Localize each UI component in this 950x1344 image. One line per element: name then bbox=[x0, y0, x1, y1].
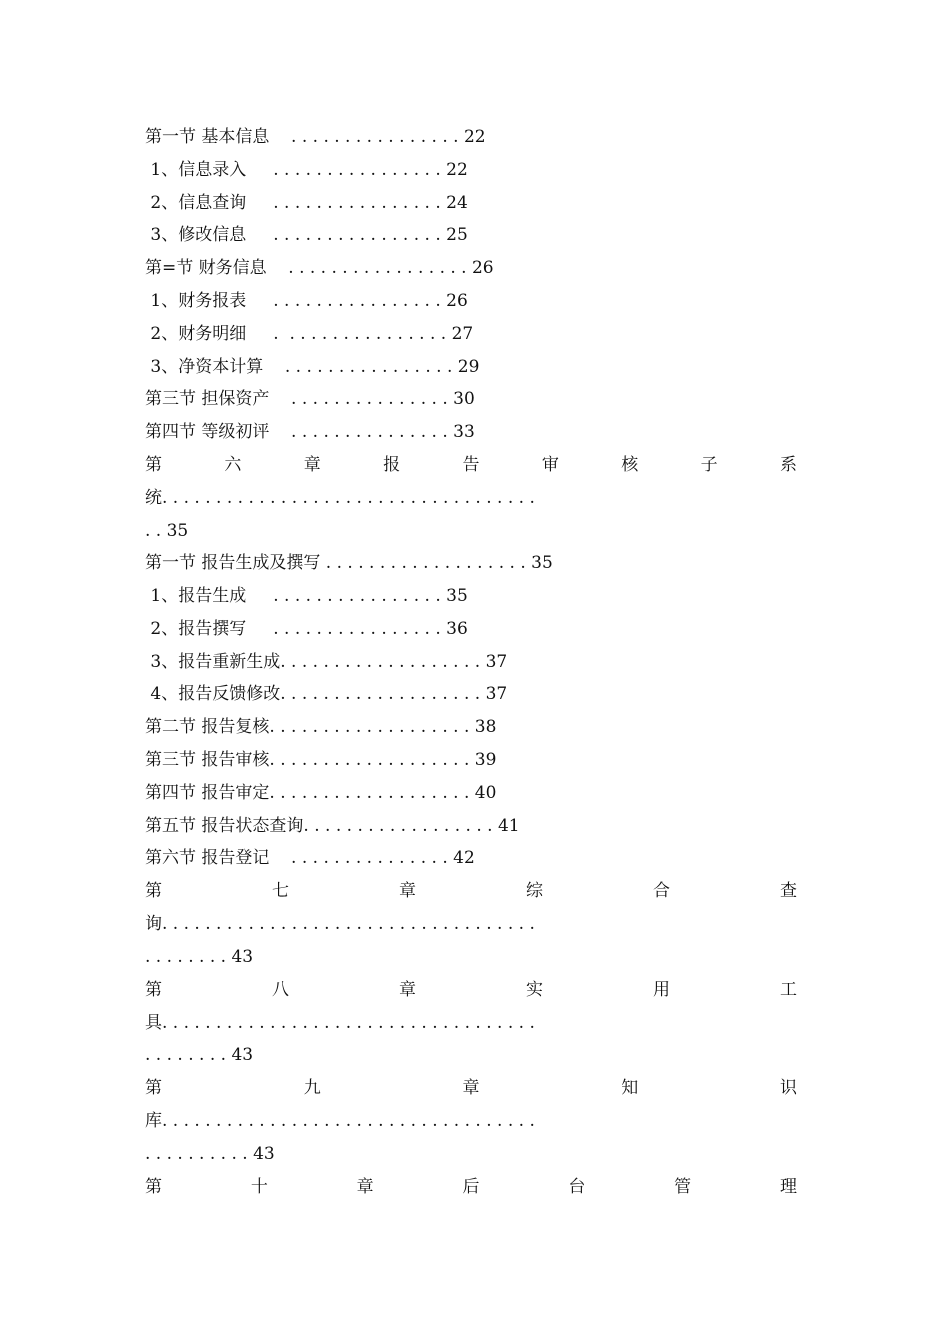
chapter-char: 后 bbox=[462, 1177, 480, 1197]
toc-entry: 第=节 财务信息 . . . . . . . . . . . . . . . . . 26 bbox=[145, 258, 494, 278]
chapter-char: 章 bbox=[399, 980, 416, 1000]
chapter-char: 用 bbox=[653, 980, 670, 1000]
chapter-char: 第 bbox=[145, 1078, 162, 1098]
chapter-char: 报 bbox=[383, 455, 401, 475]
toc-entry: 1、报告生成 . . . . . . . . . . . . . . . . 35 bbox=[145, 586, 468, 606]
toc-entry: 1、信息录入 . . . . . . . . . . . . . . . . 22 bbox=[145, 160, 468, 180]
chapter-char: 系 bbox=[780, 455, 797, 475]
chapter-char: 理 bbox=[779, 1177, 797, 1197]
toc-entry: 3、修改信息 . . . . . . . . . . . . . . . . 25 bbox=[145, 225, 468, 245]
toc-entry: 第二节 报告复核. . . . . . . . . . . . . . . . . . . 38 bbox=[145, 717, 497, 737]
chapter-6-heading bbox=[145, 452, 797, 478]
toc-entry: 第一节 报告生成及撰写 . . . . . . . . . . . . . . . . . . . 35 bbox=[145, 553, 553, 573]
toc-entry: . . . . . . . . . . 43 bbox=[145, 1144, 275, 1164]
toc-entry: 第三节 报告审核. . . . . . . . . . . . . . . . . . . 39 bbox=[145, 750, 497, 770]
toc-entry: 2、信息查询 . . . . . . . . . . . . . . . . 24 bbox=[145, 193, 468, 213]
chapter-char: 九 bbox=[303, 1078, 321, 1098]
chapter-char: 工 bbox=[780, 980, 797, 1000]
toc-entry: 第四节 等级初评 . . . . . . . . . . . . . . . 33 bbox=[145, 422, 475, 442]
toc-entry: 统. . . . . . . . . . . . . . . . . . . . . . . . . . . . . . . . . . . bbox=[145, 488, 535, 508]
toc-entry: 4、报告反馈修改. . . . . . . . . . . . . . . . . . . 37 bbox=[145, 684, 508, 704]
chapter-char: 综 bbox=[526, 881, 543, 901]
chapter-10-heading bbox=[145, 1174, 797, 1200]
toc-entry: 2、报告撰写 . . . . . . . . . . . . . . . . 36 bbox=[145, 619, 468, 639]
chapter-char: 第 bbox=[145, 980, 162, 1000]
chapter-char: 审 bbox=[541, 455, 559, 475]
chapter-char: 第 bbox=[145, 1177, 162, 1197]
chapter-char: 章 bbox=[462, 1078, 480, 1098]
toc-entry: . . . . . . . . 43 bbox=[145, 1045, 254, 1065]
chapter-char: 第 bbox=[145, 455, 162, 475]
chapter-char: 实 bbox=[526, 980, 543, 1000]
chapter-char: 第 bbox=[145, 881, 162, 901]
toc-entry: 3、净资本计算 . . . . . . . . . . . . . . . . 29 bbox=[145, 357, 480, 377]
chapter-7-heading bbox=[145, 878, 797, 904]
chapter-char: 章 bbox=[303, 455, 321, 475]
toc-entry: 3、报告重新生成. . . . . . . . . . . . . . . . . . . 37 bbox=[145, 652, 508, 672]
toc-entry: 第三节 担保资产 . . . . . . . . . . . . . . . 30 bbox=[145, 389, 475, 409]
chapter-char: 章 bbox=[356, 1177, 374, 1197]
toc-entry: 第五节 报告状态查询. . . . . . . . . . . . . . . . . . 41 bbox=[145, 816, 520, 836]
toc-entry: 库. . . . . . . . . . . . . . . . . . . . . . . . . . . . . . . . . . . bbox=[145, 1111, 535, 1131]
toc-entry: 第一节 基本信息 . . . . . . . . . . . . . . . . 22 bbox=[145, 127, 486, 147]
chapter-char: 核 bbox=[621, 455, 639, 475]
chapter-9-heading bbox=[145, 1075, 797, 1101]
chapter-char: 知 bbox=[621, 1078, 639, 1098]
chapter-char: 查 bbox=[780, 881, 797, 901]
toc-entry: 2、财务明细 . . . . . . . . . . . . . . . . 27 bbox=[145, 324, 474, 344]
toc-entry: . . . . . . . . 43 bbox=[145, 947, 254, 967]
chapter-char: 识 bbox=[780, 1078, 797, 1098]
chapter-8-heading bbox=[145, 977, 797, 1003]
toc-entry: . . 35 bbox=[145, 521, 189, 541]
chapter-char: 告 bbox=[462, 455, 480, 475]
toc-entry: 具. . . . . . . . . . . . . . . . . . . . . . . . . . . . . . . . . . . bbox=[145, 1013, 535, 1033]
chapter-char: 合 bbox=[653, 881, 670, 901]
chapter-char: 七 bbox=[272, 881, 289, 901]
toc-entry: 第六节 报告登记 . . . . . . . . . . . . . . . 42 bbox=[145, 848, 475, 868]
chapter-char: 管 bbox=[674, 1177, 692, 1197]
chapter-char: 章 bbox=[399, 881, 416, 901]
chapter-char: 八 bbox=[272, 980, 289, 1000]
chapter-char: 十 bbox=[250, 1177, 268, 1197]
toc-entry: 1、财务报表 . . . . . . . . . . . . . . . . 26 bbox=[145, 291, 468, 311]
toc-entry: 第四节 报告审定. . . . . . . . . . . . . . . . . . . 40 bbox=[145, 783, 497, 803]
chapter-char: 六 bbox=[224, 455, 242, 475]
toc-entry: 询. . . . . . . . . . . . . . . . . . . . . . . . . . . . . . . . . . . bbox=[145, 914, 535, 934]
chapter-char: 子 bbox=[700, 455, 718, 475]
chapter-char: 台 bbox=[568, 1177, 586, 1197]
